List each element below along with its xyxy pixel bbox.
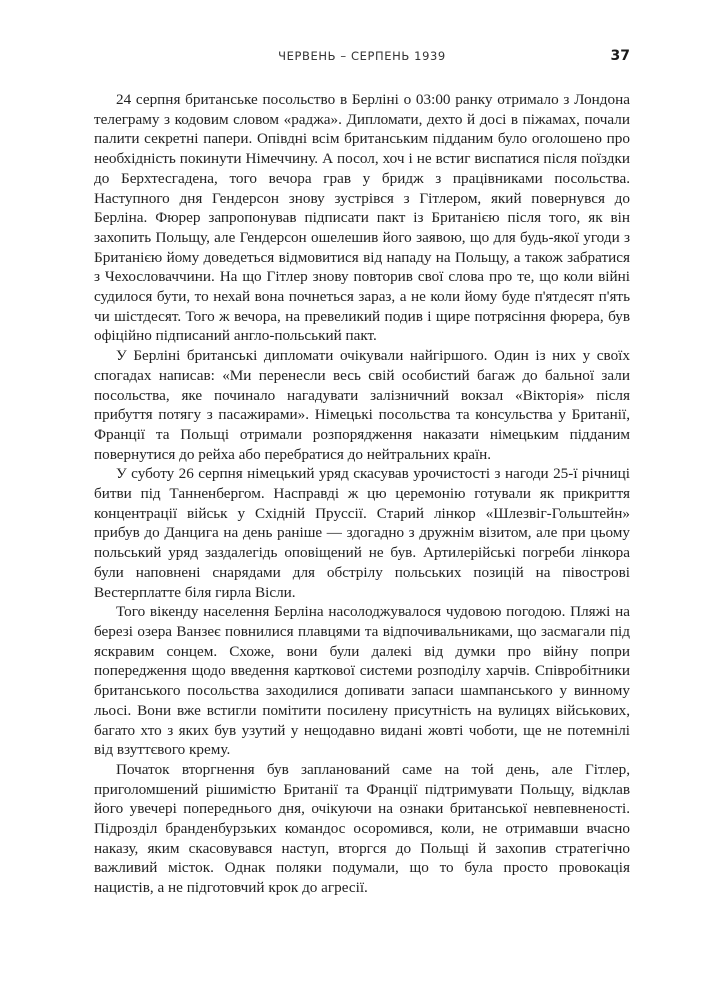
paragraph: Початок вторгнення був запланований саме на той день, але Гітлер, приголомшений рішимістю Британії та Франції підтримувати Польщу, відклав його увечері попереднього дня, очікуючи на ознаки британської невпевненості. Підрозділ бранденбурзьких командос осоромився, коли, не отримавши вчасно наказу, яким скасовувався наступ, вторгся до Польщі й захопив стратегічно важливий місток. Однак поляки подумали, що то була просто провокація нацистів, а не підготовчий крок до агресії. [94, 760, 630, 897]
paragraph: 24 серпня британське посольство в Берліні о 03:00 ранку отримало з Лондона телеграму з кодовим словом «раджа». Дипломати, дехто й досі в піжамах, почали палити секретні папери. Опівдні всім британським підданим було оголошено про необхідність покинути Німеччину. А посол, хоч і не встиг виспатися після поїздки до Берхтесгадена, того вечора грав у бридж з працівниками посольства. Наступного дня Гендерсон знову зустрівся з Гітлером, який повернувся до Берліна. Фюрер запропонував підписати пакт із Британією після того, як він захопить Польщу, але Гендерсон ошелешив його заявою, що для будь-якої угоди з Британією йому доведеться відмовитися від нападу на Польщу, а також забратися з Чехословаччини. На що Гітлер знову повторив свої слова про те, що коли війні судилося бути, то нехай вона почнеться зараз, а не коли йому буде п'ятдесят п'ять чи шістдесят. Того ж вечора, на превеликий подив і щире потрясіння фюрера, був офіційно підписаний англо-польський пакт. [94, 91, 630, 345]
running-header [94, 46, 630, 66]
chapter-title: ЧЕРВЕНЬ – СЕРПЕНЬ 1939 [278, 49, 446, 63]
paragraph: У суботу 26 серпня німецький уряд скасував урочистості з нагоди 25-ї річниці битви під Танненбергом. Насправді ж цю церемонію готували як прикриття концентрації військ у Східній Пруссії. Старий лінкор «Шлезвіг-Гольштейн» прибув до Данцига на день раніше — здогадно з дружнім візитом, але при цьому польський уряд заздалегідь оповіщений не був. Артилерійські погреби лінкора були наповнені снарядами для обстрілу польських позицій на півострові Вестерплатте біля гирла Вісли. [94, 465, 630, 601]
paragraph: Того вікенду населення Берліна насолоджувалося чудовою погодою. Пляжі на березі озера Ванзеє повнилися плавцями та відпочивальниками, що засмагали під яскравим сонцем. Схоже, вони були далекі від думки про війну попри попередження щодо введення карткової системи розподілу харчів. Співробітники британського посольства заходилися допивати запаси шампанського у винному льосі. Вони вже встигли помітити посилену присутність на вулицях військових, багато хто з яких був узутий у нещодавно видані жовті чоботи, ще не потемнілі від взуттєвого крему. [94, 603, 630, 759]
paragraph: У Берліні британські дипломати очікували найгіршого. Один із них у своїх спогадах написав: «Ми перенесли весь свій особистий багаж до бальної зали посольства, яке починало нагадувати залізничний вокзал «Вікторія» після прибуття потягу з пасажирами». Німецькі посольства та консульства у Британії, Франції та Польщі отримали розпорядження наказати німецьким підданим повернутися до рейха або перебратися до нейтральних країн. [94, 347, 630, 463]
page-number: 37 [610, 48, 630, 64]
body-text [94, 90, 630, 898]
